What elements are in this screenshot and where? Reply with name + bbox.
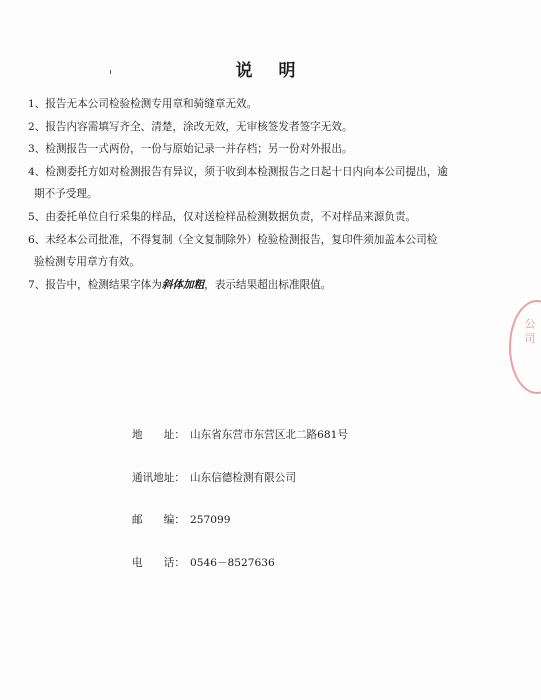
mail-address-row	[132, 470, 296, 485]
note-item-5	[28, 206, 508, 229]
phone-label: 电 话：	[132, 557, 185, 569]
note-item-1	[28, 93, 508, 116]
phone-value: 0546－8527636	[190, 557, 275, 569]
note-item-7-text-before: 7、报告中，检测结果字体为	[28, 278, 162, 291]
page-title: 说 明	[235, 61, 306, 81]
company-seal-text: 公 司	[523, 318, 536, 344]
company-seal-icon	[509, 300, 541, 394]
scan-mark	[110, 70, 111, 74]
note-item-1-text: 1、报告无本公司检验检测专用章和骑缝章无效。	[28, 98, 258, 110]
phone-row	[132, 555, 275, 570]
address-row	[132, 427, 348, 442]
note-item-3	[28, 138, 508, 161]
mail-address-label: 通讯地址：	[132, 472, 185, 484]
note-item-5-text: 5、由委托单位自行采集的样品，仅对送检样品检测数据负责，不对样品来源负责。	[28, 210, 417, 223]
note-item-7	[28, 274, 508, 297]
note-item-3-text: 3、检测报告一式两份，一份与原始记录一并存档；另一份对外报出。	[28, 143, 353, 156]
note-item-6	[28, 229, 508, 274]
note-item-7-emphasis: 斜体加粗	[161, 278, 205, 291]
note-item-6-text: 6、未经本公司批准，不得复制（全文复制除外）检验检测报告，复印件须加盖本公司检	[28, 233, 438, 246]
note-item-2-text: 2、报告内容需填写齐全、清楚，涂改无效，无审核签发者签字无效。	[28, 120, 353, 133]
note-item-4-text: 4、检测委托方如对检测报告有异议，须于收到本检测报告之日起十日内向本公司提出，逾	[28, 165, 448, 178]
mail-address-value: 山东信德检测有限公司	[190, 472, 296, 484]
note-item-2	[28, 116, 508, 139]
note-item-4-continuation: 期不予受理。	[34, 188, 98, 201]
address-value: 山东省东营市东营区北二路681号	[190, 429, 348, 441]
address-label: 地 址：	[132, 429, 185, 441]
postcode-label: 邮 编：	[132, 514, 185, 526]
notes-list	[28, 93, 508, 296]
note-item-6-continuation: 验检测专用章方有效。	[34, 256, 140, 269]
note-item-4	[28, 161, 508, 206]
note-item-7-text-after: ，表示结果超出标准限值。	[204, 278, 332, 291]
postcode-value: 257099	[190, 514, 231, 526]
postcode-row	[132, 512, 230, 527]
